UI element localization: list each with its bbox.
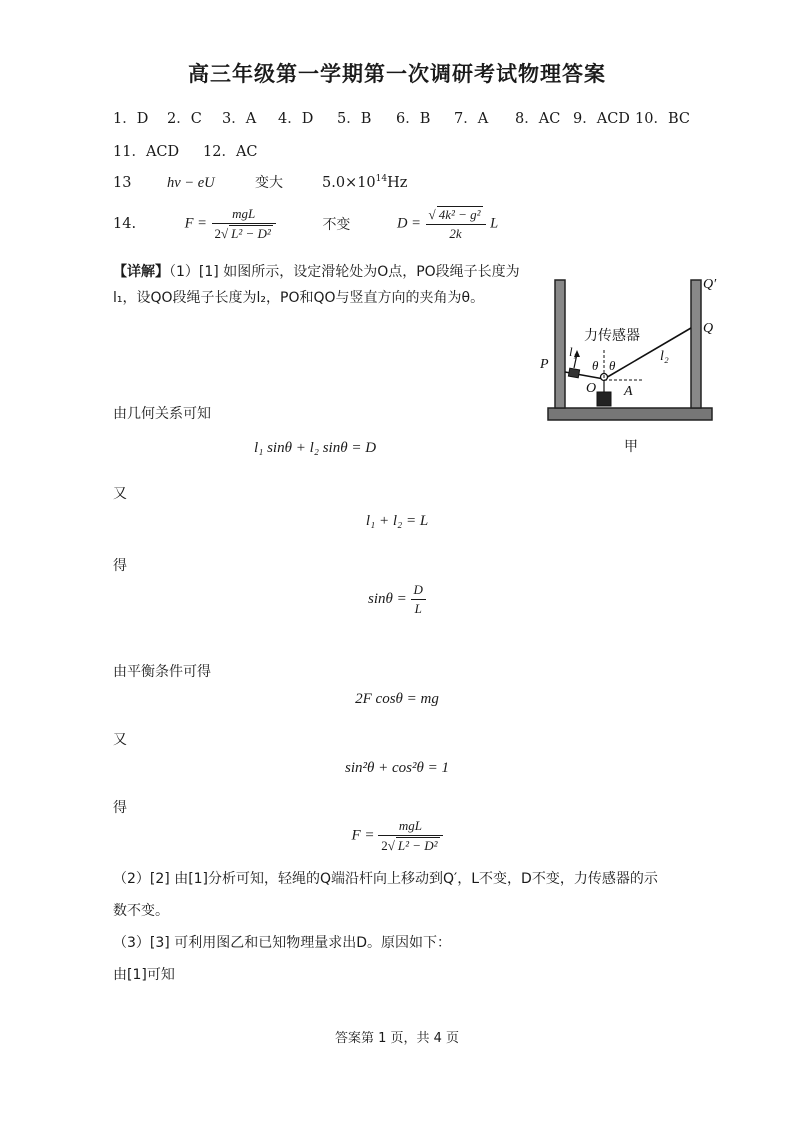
equation-4: 2F cosθ = mg (355, 691, 439, 707)
detail-text-1: （1）[1] 如图所示，设定滑轮处为O点，PO段绳子长度为l₁，设QO段绳子长度为l₂，PO和QO与竖直方向的夹角为θ。 (113, 264, 520, 306)
frac-numerator: √ 4k² − g² (426, 206, 486, 225)
answer-item: 11．ACD (113, 144, 180, 160)
q14-d-lhs: D = (397, 215, 421, 232)
q14-f-lhs: F = (184, 215, 207, 232)
text-you-1: 又 (113, 486, 127, 502)
sensor-label: 力传感器 (584, 328, 640, 344)
equation-1: l₁ sinθ + l₂ sinθ = D (253, 440, 377, 456)
text-de-2: 得 (113, 800, 127, 816)
detail-paragraph-1 (113, 259, 528, 311)
left-pole (555, 280, 565, 408)
answers-row-2 (113, 140, 258, 161)
answer-item: 12．AC (203, 144, 258, 160)
force-sensor (568, 368, 579, 378)
paragraph-4: 由[1]可知 (113, 967, 175, 983)
page-title: 高三年级第一学期第一次调研考试物理答案 (188, 62, 606, 86)
q14-d-tail: L (490, 215, 499, 232)
equation-5: sin²θ + cos²θ = 1 (345, 760, 449, 776)
label-o: O (586, 381, 597, 396)
answer-item: 3．A (222, 111, 257, 127)
frac-denominator: 2√ L² − D² (381, 838, 438, 853)
hanging-weight (597, 392, 611, 406)
equation-6 (0, 818, 794, 854)
label-q: Q (703, 321, 714, 336)
answer-item: 9．ACD (573, 111, 630, 127)
q13-expression: hν − eU (167, 175, 215, 191)
q13-number: 13 (113, 175, 132, 191)
label-theta-left: θ (592, 358, 599, 373)
answer-item: 7．A (454, 111, 489, 127)
q14-word: 不变 (322, 217, 351, 233)
paragraph-2-line-2: 数不变。 (113, 903, 169, 919)
text-balance: 由平衡条件可得 (113, 664, 211, 680)
answer-item: 8．AC (515, 111, 561, 127)
base-plate (548, 408, 712, 420)
answer-item: 4．D (278, 111, 314, 127)
eq6-lhs: F = (351, 827, 375, 844)
q13-row (113, 172, 407, 192)
answer-item: 6．B (396, 111, 431, 127)
frac-numerator: D (411, 582, 426, 600)
eq6-fraction (378, 818, 442, 854)
label-l2: l₂ (660, 349, 669, 364)
label-a: A (624, 384, 633, 399)
answer-item: 10．BC (635, 111, 690, 127)
frac-denominator: 2√ L² − D² (214, 226, 271, 241)
frac-numerator: mgL (212, 206, 276, 224)
detail-tag: 【详解】 (113, 264, 169, 280)
text-de-1: 得 (113, 558, 127, 574)
answers-row-1 (113, 107, 690, 128)
figure-jia (540, 268, 720, 463)
q14-f-fraction (212, 206, 276, 242)
q14-d-fraction (426, 206, 486, 242)
label-p: P (540, 357, 549, 372)
eq3-fraction (411, 582, 426, 617)
label-q-prime: Q′ (703, 277, 717, 292)
answer-item: 5．B (337, 111, 372, 127)
q14-row (113, 206, 498, 242)
text-geometry: 由几何关系可知 (113, 406, 211, 422)
paragraph-2-line-1: （2）[2] 由[1]分析可知，轻绳的Q端沿杆向上移动到Q′，L不变，D不变，力传感器的示 (113, 871, 658, 887)
label-l1: l₁ (569, 344, 578, 359)
frac-denominator: 2k (449, 226, 462, 241)
q13-frequency: $5.0\times 10^{14}Hz$ (322, 174, 408, 191)
label-theta-right: θ (609, 358, 616, 373)
answer-item: 2．C (167, 111, 202, 127)
equation-3 (0, 582, 794, 617)
q13-word: 变大 (255, 175, 283, 191)
answer-item: 1．D (113, 111, 149, 127)
text-you-2: 又 (113, 732, 127, 748)
q14-number: 14. (113, 216, 137, 232)
figure-caption: 甲 (624, 439, 638, 455)
page-footer: 答案第 1 页，共 4 页 (334, 1031, 460, 1046)
frac-denominator: L (414, 601, 422, 616)
equation-2: l₁ + l₂ = L (365, 513, 429, 529)
frac-numerator: mgL (378, 818, 442, 836)
right-pole (691, 280, 701, 408)
paragraph-3: （3）[3] 可利用图乙和已知物理量求出D。原因如下： (113, 935, 451, 951)
eq3-lhs: sinθ = (368, 591, 407, 607)
